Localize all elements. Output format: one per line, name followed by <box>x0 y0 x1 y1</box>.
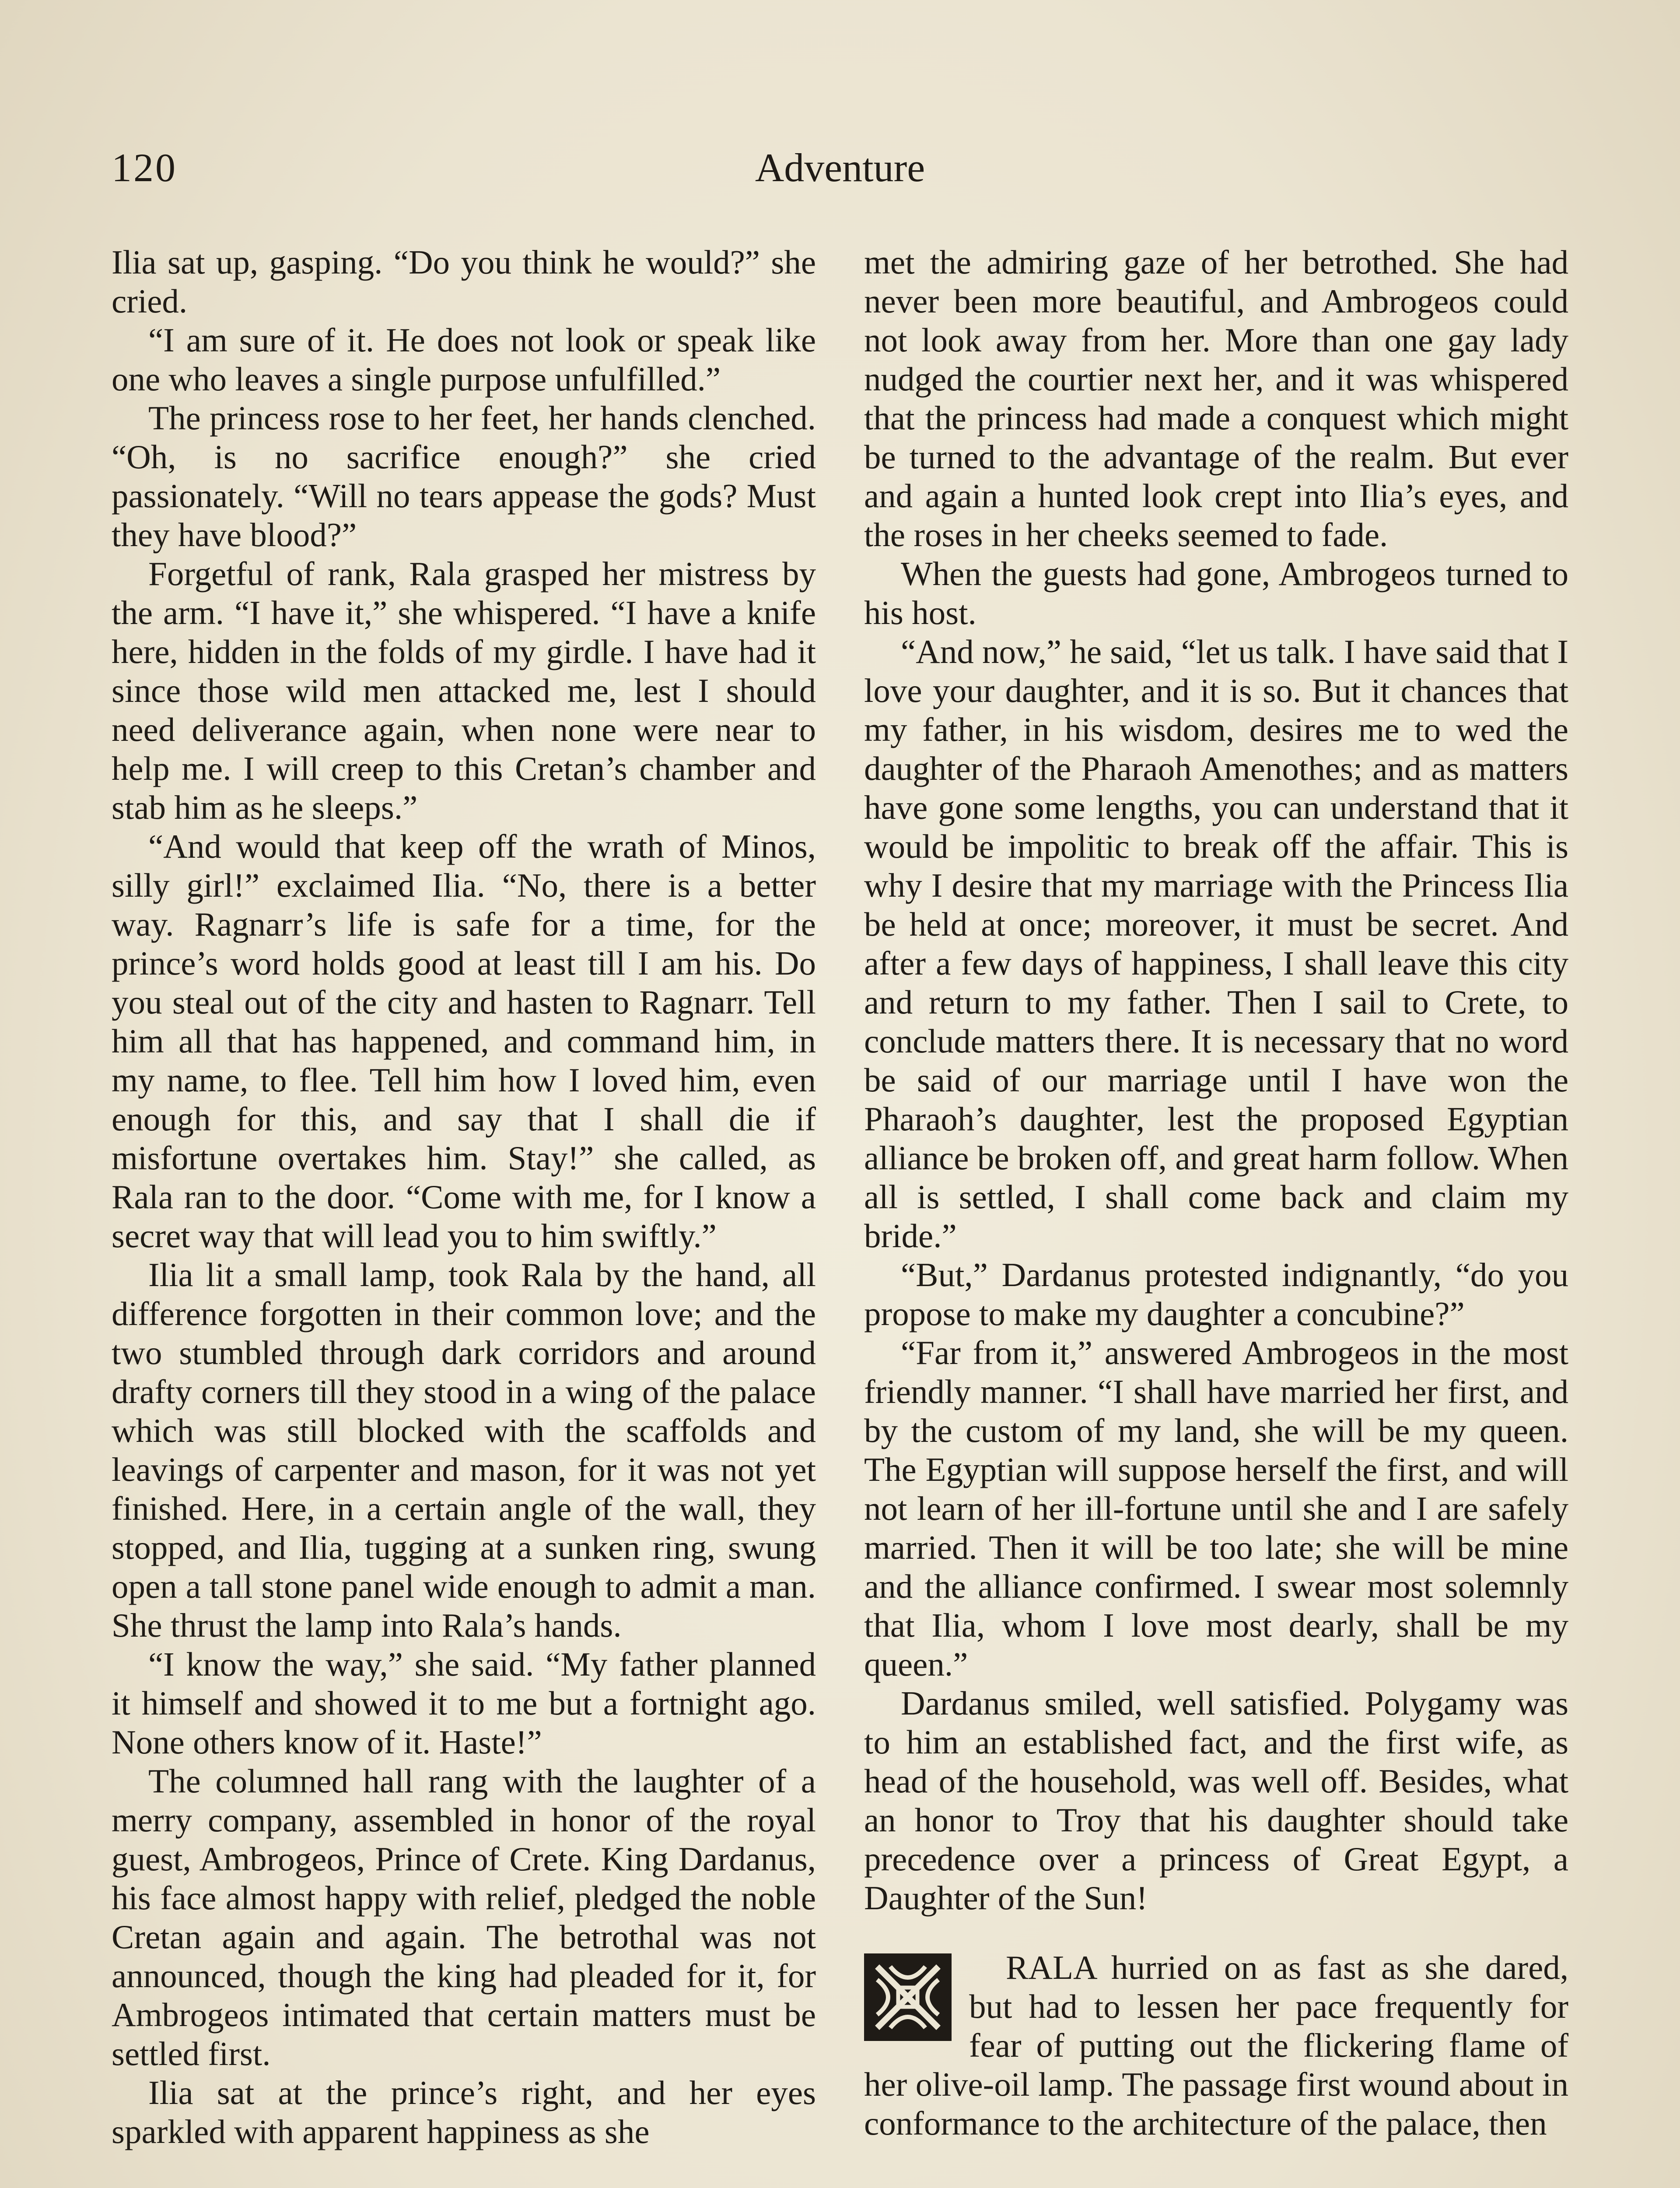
section-text: hurried on as fast as she dared, but had to lessen her pace frequently for fear of putting out the flickering flame of her olive-oil lamp. The passage first wound about in conformance to the architecture of the palace, then <box>864 1949 1568 2142</box>
lead-word: RALA <box>1006 1949 1096 1986</box>
paragraph: Forgetful of rank, Rala grasped her mistress by the arm. “I have it,” she whispered. “I have a knife here, hidden in the folds of my girdle. I have had it since those wild men attacked me, lest I should need deliverance again, when none were near to help me. I will creep to this Cretan’s chamber and stab him as he sleeps.” <box>112 555 816 826</box>
right-column <box>864 243 1568 2143</box>
paragraph: Ilia sat up, gasping. “Do you think he would?” she cried. <box>112 243 816 320</box>
paragraph: Ilia sat at the prince’s right, and her eyes sparkled with apparent happiness as she <box>112 2074 816 2150</box>
section-break <box>864 1948 1568 2143</box>
paragraph <box>864 1948 1568 2143</box>
journal-title: Adventure <box>755 145 925 190</box>
paragraph: The columned hall rang with the laughter of a merry company, assembled in honor of the royal guest, Ambrogeos, Prince of Crete. King Dardanus, his face almost happy with relief, pledged the noble Cretan again and again. The betrothal was not announced, though the king had pleaded for it, for Ambrogeos intimated that certain matters must be settled first. <box>112 1762 816 2072</box>
paragraph: The princess rose to her feet, her hands clenched. “Oh, is no sacrifice enough?” she cried passionately. “Will no tears appease the gods? Must they have blood?” <box>112 399 816 554</box>
paragraph: Ilia lit a small lamp, took Rala by the hand, all difference forgotten in their common love; and the two stumbled through dark corridors and around drafty corners till they stood in a wing of the palace which was still blocked with the scaffolds and leavings of carpenter and mason, for it was not yet finished. Here, in a certain angle of the wall, they stopped, and Ilia, tugging at a sunken ring, swung open a tall stone panel wide enough to admit a man. She thrust the lamp into Rala’s hands. <box>112 1256 816 1644</box>
paragraph: “And now,” he said, “let us talk. I have said that I love your daughter, and it is so. But it chances that my father, in his wisdom, desires me to wed the daughter of the Pharaoh Amenothes; and as matters have gone some lengths, you can understand that it would be impolitic to break off the affair. This is why I desire that my marriage with the Princess Ilia be held at once; moreover, it must be secret. And after a few days of happiness, I shall leave this city and return to my father. Then I sail to Crete, to conclude matters there. It is necessary that no word be said of our marriage until I have won the Pharaoh’s daughter, lest the proposed Egyptian alliance be broken off, and great harm follow. When all is settled, I shall come back and claim my bride.” <box>864 633 1568 1255</box>
paragraph: met the admiring gaze of her betrothed. She had never been more beautiful, and Ambrogeos could not look away from her. More than one gay lady nudged the courtier next her, and it was whispered that the princess had made a conquest which might be turned to the advantage of the realm. But ever and again a hunted look crept into Ilia’s eyes, and the roses in her cheeks seemed to fade. <box>864 243 1568 554</box>
paragraph: “I am sure of it. He does not look or speak like one who leaves a single purpose unfulfilled.” <box>112 321 816 398</box>
paragraph: “Far from it,” answered Ambrogeos in the most friendly manner. “I shall have married her first, and by the custom of my land, she will be my queen. The Egyptian will suppose herself the first, and will not learn of her ill-fortune until she and I are safely married. Then it will be too late; she will be mine and the alliance confirmed. I swear most solemnly that Ilia, whom I love most dearly, shall be my queen.” <box>864 1334 1568 1683</box>
running-head <box>112 144 1568 197</box>
paragraph: Dardanus smiled, well satisfied. Polygamy was to him an established fact, and the first wife, as head of the household, was well off. Besides, what an honor to Troy that his daughter should take precedence over a princess of Great Egypt, a Daughter of the Sun! <box>864 1684 1568 1917</box>
paragraph: “And would that keep off the wrath of Minos, silly girl!” exclaimed Ilia. “No, there is a better way. Ragnarr’s life is safe for a time, for the prince’s word holds good at least till I am his. Do you steal out of the city and hasten to Ragnarr. Tell him all that has happened, and command him, in my name, to flee. Tell him how I loved him, even enough for this, and say that I shall die if misfortune overtakes him. Stay!” she called, as Rala ran to the door. “Come with me, for I know a secret way that will lead you to him swiftly.” <box>112 828 816 1255</box>
celtic-knot-ornament-icon <box>864 1953 952 2041</box>
paragraph: “But,” Dardanus protested indignantly, “do you propose to make my daughter a concubine?” <box>864 1256 1568 1332</box>
paragraph: “I know the way,” she said. “My father planned it himself and showed it to me but a fortnight ago. None others know of it. Haste!” <box>112 1645 816 1761</box>
page-number: 120 <box>112 145 177 190</box>
paragraph: When the guests had gone, Ambrogeos turned to his host. <box>864 555 1568 631</box>
left-column <box>112 243 816 2151</box>
